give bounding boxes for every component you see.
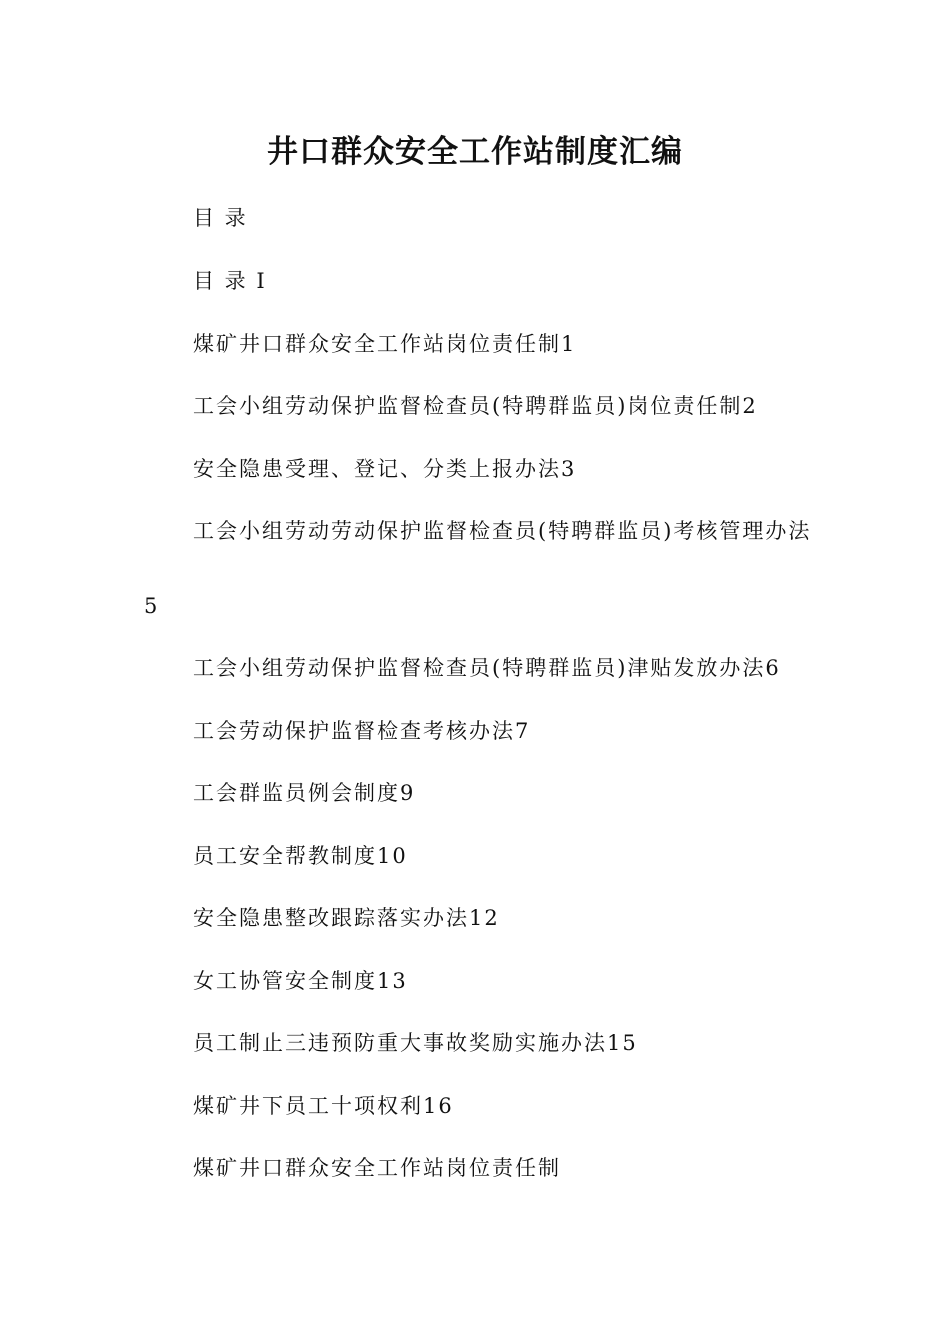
toc-entry-supervision-assessment: 工会劳动保护监督检查考核办法7 <box>193 719 531 743</box>
toc-entry-inspector-assessment: 工会小组劳动劳动保护监督检查员(特聘群监员)考核管理办法 <box>193 519 812 543</box>
toc-entry-page-number-wrap: 5 <box>144 594 160 618</box>
document-title: 井口群众安全工作站制度汇编 <box>267 134 683 170</box>
toc-entry-hazard-rectification: 安全隐患整改跟踪落实办法12 <box>193 906 500 930</box>
toc-entry-female-workers: 女工协管安全制度13 <box>193 969 408 993</box>
section-heading-station-duty: 煤矿井口群众安全工作站岗位责任制 <box>193 1156 561 1180</box>
toc-entry-inspector-duty: 工会小组劳动保护监督检查员(特聘群监员)岗位责任制2 <box>193 394 758 418</box>
toc-entry-allowance: 工会小组劳动保护监督检查员(特聘群监员)津贴发放办法6 <box>193 656 781 680</box>
toc-entry-station-duty: 煤矿井口群众安全工作站岗位责任制1 <box>193 332 577 356</box>
toc-heading: 目 录 <box>193 206 248 230</box>
toc-entry-violation-rewards: 员工制止三违预防重大事故奖励实施办法15 <box>193 1031 638 1055</box>
toc-entry-ten-rights: 煤矿井下员工十项权利16 <box>193 1094 454 1118</box>
toc-entry-safety-mentoring: 员工安全帮教制度10 <box>193 844 408 868</box>
toc-entry-toc: 目 录 I <box>193 269 267 293</box>
toc-entry-hazard-reporting: 安全隐患受理、登记、分类上报办法3 <box>193 457 577 481</box>
toc-entry-regular-meeting: 工会群监员例会制度9 <box>193 781 416 805</box>
